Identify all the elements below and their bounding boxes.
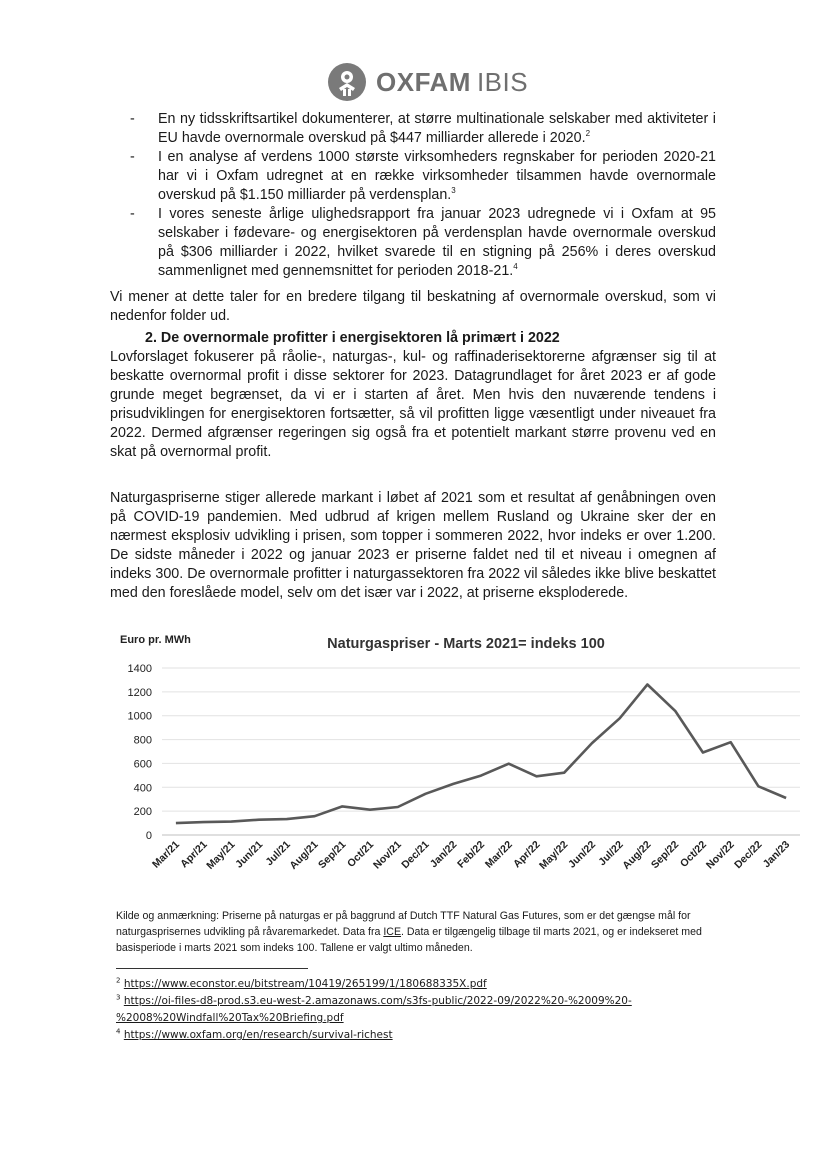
x-tick-label: Dec/22 [732,838,765,872]
x-tick-label: Feb/22 [455,838,488,871]
chart-svg [110,628,810,888]
bullet-item [130,205,716,281]
footnote-3 [116,993,716,1027]
series-line [176,685,786,824]
x-tick-label: Nov/21 [371,838,404,872]
footnote-number: 3 [116,993,121,1002]
x-tick-label: Oct/21 [344,838,377,870]
x-tick-label: Oct/22 [677,838,710,870]
bullet-text: I vores seneste årlige ulighedsrapport fra januar 2023 udregnede vi i Oxfam at 95 selskaber i fødevare- og energisektoren på verdensplan havde overnormale overskud på $306 milliarder i 2022, hvilket svarede til en stigning på 256% i deres overskud sammenlignet med gennemsnittet for perioden 2018-21. [158,206,716,279]
footnote-ref: 4 [513,262,518,272]
footnotes [116,976,716,1044]
y-tick-label: 200 [133,806,152,819]
bullet-dash: - [130,149,135,165]
x-tick-label: Jul/21 [263,838,293,869]
y-tick-label: 800 [133,734,152,747]
logo-suffix: IBIS [476,66,529,97]
chart-caption [116,908,716,956]
x-tick-label: Mar/21 [149,838,182,871]
oxfam-ibis-logo [328,60,528,104]
bullet-item [130,148,716,205]
logo-text [376,67,528,98]
y-tick-label: 0 [145,830,152,842]
y-tick-label: 600 [133,758,152,771]
bullet-item [130,110,716,148]
footnote-link[interactable]: https://oi-files-d8-prod.s3.eu-west-2.amazonaws.com/s3fs-public/2022-09/2022%20-%2009%20-%2008%20Windfall%20Tax%20Briefing.pdf [116,995,632,1024]
footnote-4 [116,1027,716,1044]
x-tick-label: Jan/22 [427,838,460,871]
section-heading: 2. De overnormale profitter i energisektoren lå primært i 2022 [145,330,560,346]
x-tick-label: May/21 [204,838,238,872]
x-tick-label: Jun/22 [566,838,599,871]
ice-link[interactable]: ICE [383,926,402,938]
x-tick-label: Mar/22 [482,838,515,871]
footnote-2 [116,976,716,993]
x-tick-label: Sep/22 [648,838,682,872]
paragraph-gas-prices: Naturgaspriserne stiger allerede markant i løbet af 2021 som et resultat af genåbningen oven på COVID-19 pandemien. Med udbrud af krigen mellem Rusland og Ukraine sker der en nærmest eksplosiv udvikling i prisen, som topper i sommeren 2022, hvor indeks er over 1.200. De sidste måneder i 2022 og januar 2023 er priserne faldet ned til et niveau i omegnen af indeks 300. De overnormale profitter i naturgassektoren fra 2022 vil således ikke blive beskattet med den foreslåede model, selv om det især var i 2022, at priserne eksploderede. [110,490,716,601]
y-tick-label: 1200 [127,686,152,699]
y-tick-label: 400 [133,782,152,795]
footnote-ref: 2 [585,129,591,139]
x-tick-label: Aug/21 [287,838,321,872]
y-tick-label: 1000 [127,710,152,723]
x-tick-label: Aug/22 [620,838,654,872]
bullet-dash: - [130,206,135,222]
caption-text: Kilde og anmærkning: Priserne på naturgas er på baggrund af Dutch TTF Natural Gas Futures, som er det gængse mål for naturgasprisernes udvikling på råvaremarkedet. Data fra [116,910,691,938]
footnote-number: 4 [116,1027,121,1036]
footnote-number: 2 [116,976,121,985]
x-tick-label: Nov/22 [703,838,737,872]
bullet-list [130,110,716,281]
chart-title: Naturgaspriser - Marts 2021= indeks 100 [327,636,605,652]
x-tick-label: Apr/21 [178,838,210,871]
y-tick-label: 1400 [127,663,152,675]
footnote-divider [116,968,308,969]
footnote-link[interactable]: https://www.oxfam.org/en/research/survival-richest [123,1029,393,1041]
logo-brand: OXFAM [376,66,471,97]
bullet-text: En ny tidsskriftsartikel dokumenterer, at større multinationale selskaber med aktiviteter i EU havde overnormale overskud på $447 milliarder allerede i 2020. [158,111,716,146]
x-tick-label: Jan/23 [760,838,793,871]
x-tick-label: Sep/21 [315,838,349,872]
footnote-link[interactable]: https://www.econstor.eu/bitstream/10419/265199/1/180688335X.pdf [123,978,487,990]
gas-price-chart [110,628,810,888]
x-tick-label: Jul/22 [596,838,626,869]
bullet-text: I en analyse af verdens 1000 største virksomheders regnskaber for perioden 2020-21 har vi i Oxfam udregnet at en række virksomheder tilsammen havde overnormale overskud på $1.150 milliarder på verdensplan. [158,149,716,203]
x-tick-label: Jun/21 [233,838,266,871]
bullet-dash: - [130,111,135,127]
oxfam-logo-icon [328,63,366,101]
x-tick-label: Apr/22 [511,838,543,871]
x-tick-label: May/22 [537,838,571,872]
paragraph-bill-focus: Lovforslaget fokuserer på råolie-, naturgas-, kul- og raffinaderisektorerne afgrænser sig til at beskatte overnormal profit i disse sektorer for 2023. Datagrundlaget for året 2023 er af gode grunde meget begrænset, da vi er i starten af året. Men hvis den nuværende tendens i prisudviklingen for energisektoren fortsætter, så vil profitten ligge væsentligt under niveauet fra 2022. Dermed afgrænser regeringen sig også fra et potentielt markant større provenu ved en skat på overnormal profit. [110,349,716,460]
caption-text-after: . Data er tilgængelig tilbage til marts 2021, og er indekseret med basisperiode i marts 2021 som indeks 100. Tallene er valgt ultimo måneden. [116,926,702,954]
y-axis-label: Euro pr. MWh [120,634,191,646]
x-tick-label: Dec/21 [399,838,432,872]
footnote-ref: 3 [451,186,456,196]
paragraph-broader-approach: Vi mener at dette taler for en bredere tilgang til beskatning af overnormale overskud, som vi nedenfor folder ud. [110,289,716,324]
